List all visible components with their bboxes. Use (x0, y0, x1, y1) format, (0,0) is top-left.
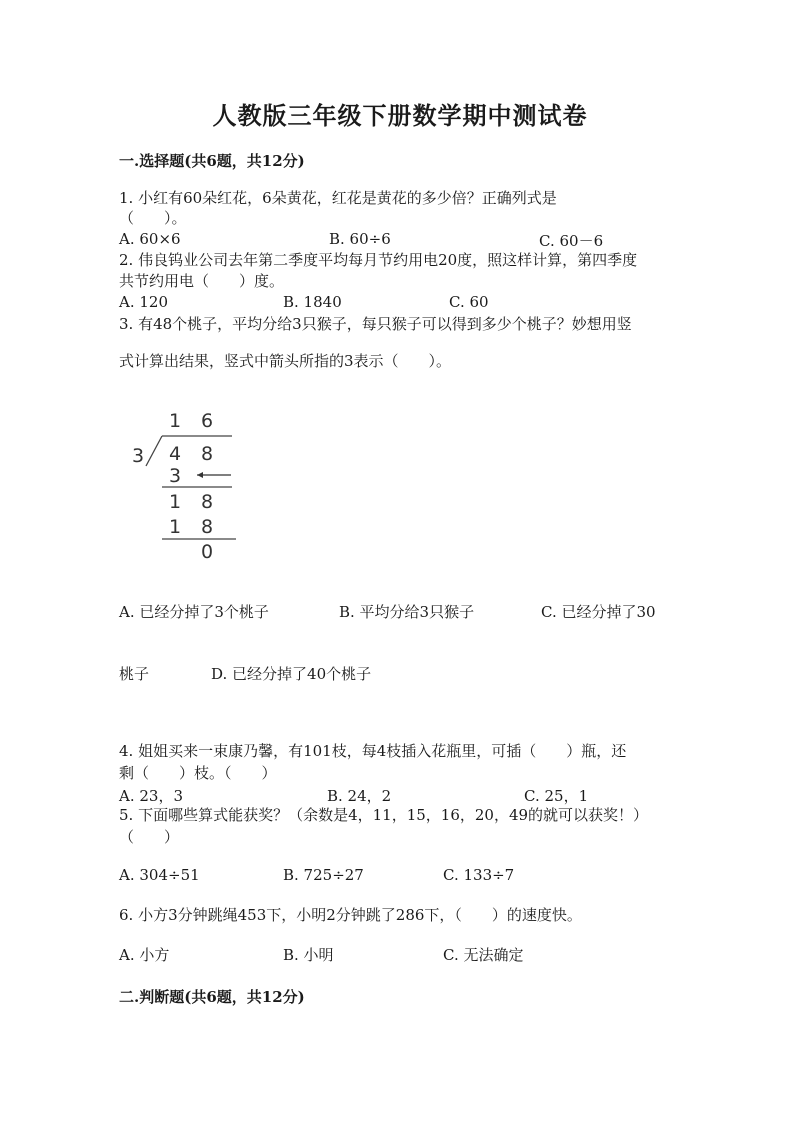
question-6-option-a[interactable]: A. 小方 (119, 946, 170, 964)
question-3-text: 3. 有48个桃子，平均分给3只猴子，每只猴子可以得到多少个桃子？妙想用竖 (119, 315, 632, 333)
question-4-text: 4. 姐姐买来一束康乃馨，有101枝，每4枝插入花瓶里，可插（ ）瓶，还 (119, 742, 627, 760)
question-6-text: 6. 小方3分钟跳绳453下，小明2分钟跳了286下，（ ）的速度快。 (119, 906, 582, 924)
question-3-text-cont: 式计算出结果，竖式中箭头所指的3表示（ ）。 (119, 352, 452, 370)
question-5-option-b[interactable]: B. 725÷27 (283, 866, 364, 884)
section-heading-true-false: 二.判断题(共6题，共12分) (119, 988, 305, 1006)
question-6-option-b[interactable]: B. 小明 (283, 946, 334, 964)
dividend-tens: 4 (169, 443, 182, 465)
question-4-text-cont: 剩（ ）枝。（ ） (119, 764, 277, 782)
question-3-option-c-cont: 桃子 (119, 665, 150, 683)
question-6-option-c[interactable]: C. 无法确定 (443, 946, 524, 964)
step2-tens: 1 (169, 491, 182, 513)
question-1-text-cont: （ ）。 (119, 209, 187, 227)
step3-tens: 1 (169, 516, 182, 538)
question-1-option-b[interactable]: B. 60÷6 (329, 230, 391, 248)
step3-ones: 8 (201, 516, 214, 538)
question-3-option-b[interactable]: B. 平均分给3只猴子 (339, 603, 475, 621)
question-2-text-cont: 共节约用电（ ）度。 (119, 272, 285, 290)
step2-ones: 8 (201, 491, 214, 513)
quotient-tens: 1 (169, 410, 182, 432)
page-title: 人教版三年级下册数学期中测试卷 (212, 101, 588, 130)
remainder: 0 (201, 541, 214, 563)
question-3-option-c[interactable]: C. 已经分掉了30 (541, 603, 656, 621)
question-2-option-c[interactable]: C. 60 (449, 293, 489, 311)
arrow-head-icon (197, 472, 203, 478)
question-4-option-c[interactable]: C. 25，1 (524, 787, 589, 805)
question-4-option-a[interactable]: A. 23，3 (119, 787, 183, 805)
section-heading-multiple-choice: 一.选择题(共6题，共12分) (119, 152, 305, 170)
question-3-option-d[interactable]: D. 已经分掉了40个桃子 (211, 665, 372, 683)
divisor: 3 (132, 445, 145, 467)
question-4-option-b[interactable]: B. 24，2 (327, 787, 392, 805)
question-1-option-a[interactable]: A. 60×6 (119, 230, 181, 248)
question-1-text: 1. 小红有60朵红花，6朵黄花，红花是黄花的多少倍？正确列式是 (119, 189, 557, 207)
question-1-option-c[interactable]: C. 60－6 (539, 232, 604, 250)
question-3-option-a[interactable]: A. 已经分掉了3个桃子 (119, 603, 269, 621)
division-bracket (146, 436, 162, 466)
step1-product: 3 (169, 465, 182, 487)
quotient-ones: 6 (201, 410, 214, 432)
question-5-text: 5. 下面哪些算式能获奖？（余数是4，11，15，16，20，49的就可以获奖！） (119, 806, 649, 824)
question-5-option-a[interactable]: A. 304÷51 (119, 866, 200, 884)
question-2-text: 2. 伟良钨业公司去年第二季度平均每月节约用电20度，照这样计算，第四季度 (119, 251, 638, 269)
dividend-ones: 8 (201, 443, 214, 465)
question-5-text-cont: （ ） (119, 828, 180, 846)
question-5-option-c[interactable]: C. 133÷7 (443, 866, 515, 884)
question-2-option-a[interactable]: A. 120 (119, 293, 168, 311)
long-division-figure (125, 405, 255, 570)
question-2-option-b[interactable]: B. 1840 (283, 293, 342, 311)
